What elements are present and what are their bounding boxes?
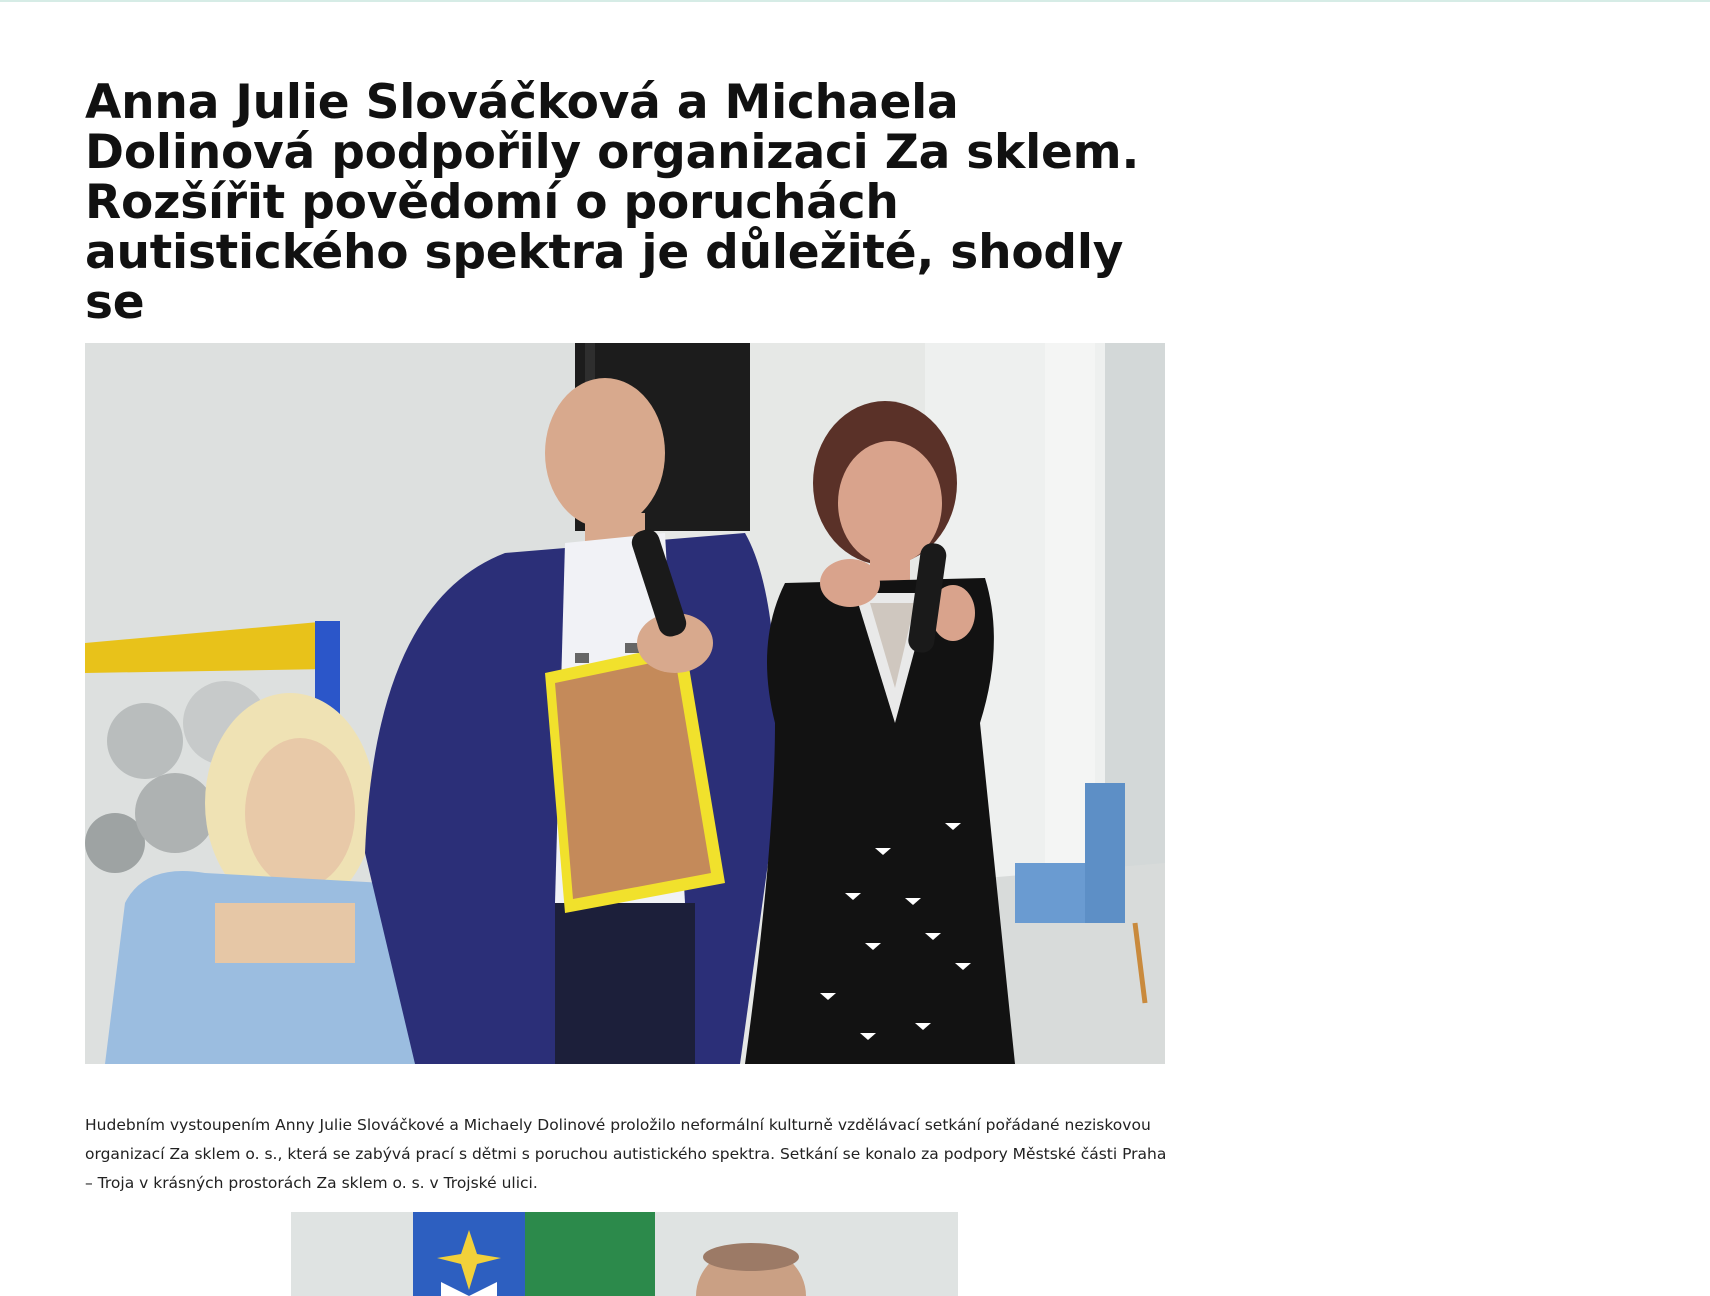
article-headline: Anna Julie Slováčková a Michaela Dolinová podpořily organizaci Za sklem. Rozšířit povědomí o poruchách autistického spektra je důležité, shodly se (85, 75, 1140, 330)
top-divider (0, 0, 1710, 2)
second-photo (291, 1212, 958, 1296)
article-paragraph: Hudebním vystoupením Anny Julie Slováčkové a Michaely Dolinové proložilo neformální kulturně vzdělávací setkání pořádané neziskovou organizací Za sklem o. s., která se zabývá prací s dětmi s poruchou autistického spektra. Setkání se konalo za podpory Městské části Praha – Troja v krásných prostorách Za sklem o. s. v Trojské ulici. (85, 1116, 1167, 1192)
article-header (85, 75, 1165, 330)
second-photo-illustration (291, 1212, 958, 1296)
hero-photo-illustration (85, 343, 1165, 1064)
hero-photo (85, 343, 1165, 1064)
